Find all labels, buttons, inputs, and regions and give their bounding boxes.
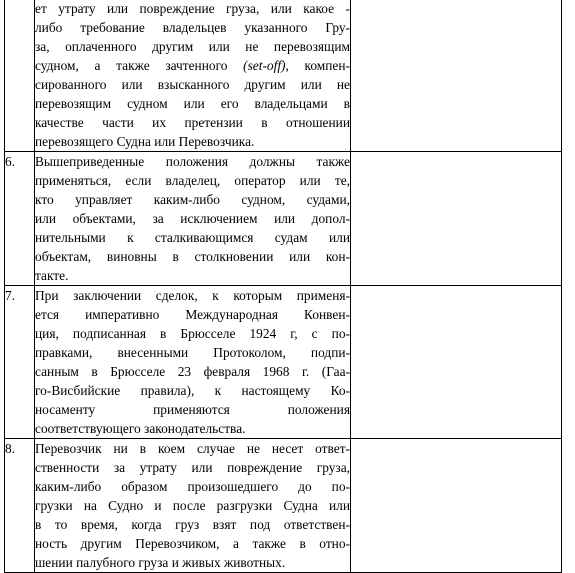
- clause-text-line: нительными к сталкивающимся судам или: [35, 230, 350, 245]
- clause-text-line: носаменту применяются положения: [35, 402, 350, 417]
- empty-cell: [351, 152, 562, 286]
- empty-cell: [351, 0, 562, 152]
- clause-text-line: качестве части их претензии в отношении: [35, 115, 350, 130]
- clause-text: [35, 152, 351, 286]
- clause-text-line: перевозящего Судна или Перевозчика.: [35, 134, 255, 149]
- clause-text-line: Перевозчик ни в коем случае не несет ответ-: [35, 441, 350, 456]
- clause-number: 7.: [5, 286, 35, 439]
- clause-text-line: применяться, если владелец, оператор или те,: [35, 173, 350, 188]
- clause-row: [5, 286, 562, 439]
- clause-text-line: за, оплаченного другим или не перевозящим: [35, 39, 350, 54]
- clause-text-line: санным в Брюсселе 23 февраля 1968 г. (Гаа-: [35, 364, 350, 379]
- clause-text-line: или объектами, за исключением или допол-: [35, 211, 350, 226]
- clause-text-line: ет утрату или повреждение груза, или какое -: [35, 1, 350, 16]
- empty-cell: [351, 286, 562, 439]
- clause-text-line: При заключении сделок, к которым применя-: [35, 288, 350, 303]
- clause-number: 8.: [5, 439, 35, 573]
- clause-number: [5, 0, 35, 152]
- clause-row: [5, 152, 562, 286]
- clause-text-line: Вышеприведенные положения должны также: [35, 154, 350, 169]
- clause-text-line: такте.: [35, 268, 69, 283]
- empty-cell: [351, 439, 562, 573]
- clause-text-line: ция, подписанная в Брюсселе 1924 г, с по-: [35, 326, 350, 341]
- clause-text-line: соответствующего законодательства.: [35, 421, 246, 436]
- clause-text: [35, 0, 351, 152]
- clause-text-line: правками, внесенными Протоколом, подпи-: [35, 345, 350, 360]
- clause-text: [35, 439, 351, 573]
- clause-text-line: перевозящим судном или его владельцами в: [35, 96, 350, 111]
- clause-text-line: ственности за утрату или повреждение груза,: [35, 460, 350, 475]
- clause-text-line: грузки на Судно и после разгрузки Судна или: [35, 498, 350, 513]
- clause-row: [5, 439, 562, 573]
- clause-text-line: ность другим Перевозчиком, а также в отно-: [35, 536, 350, 551]
- clause-text: [35, 286, 351, 439]
- clause-text-line: шении палубного груза и живых животных.: [35, 555, 286, 570]
- clause-row: [5, 0, 562, 152]
- clause-number: 6.: [5, 152, 35, 286]
- clause-text-line: сированного или взысканного другим или не: [35, 77, 350, 92]
- clause-text-line: объектам, виновны в столкновении или кон-: [35, 249, 350, 264]
- clause-text-line: го-Висбийские правила), к настоящему Ко-: [35, 383, 350, 398]
- clause-text-line: судном, а также зачтенного (set-off), компен-: [35, 58, 350, 73]
- clauses-table: [4, 0, 562, 573]
- clause-text-line: каким-либо образом произошедшего до по-: [35, 479, 350, 494]
- clause-text-line: в то время, когда груз взят под ответствен-: [35, 517, 350, 532]
- set-off-term: (set-off): [243, 58, 286, 73]
- clause-text-line: ется императивно Международная Конвен-: [35, 307, 350, 322]
- clause-text-line: либо требование владельцев указанного Гру-: [35, 20, 350, 35]
- clause-text-line: кто управляет каким-либо судном, судами,: [35, 192, 350, 207]
- clauses-table-body: [5, 0, 562, 573]
